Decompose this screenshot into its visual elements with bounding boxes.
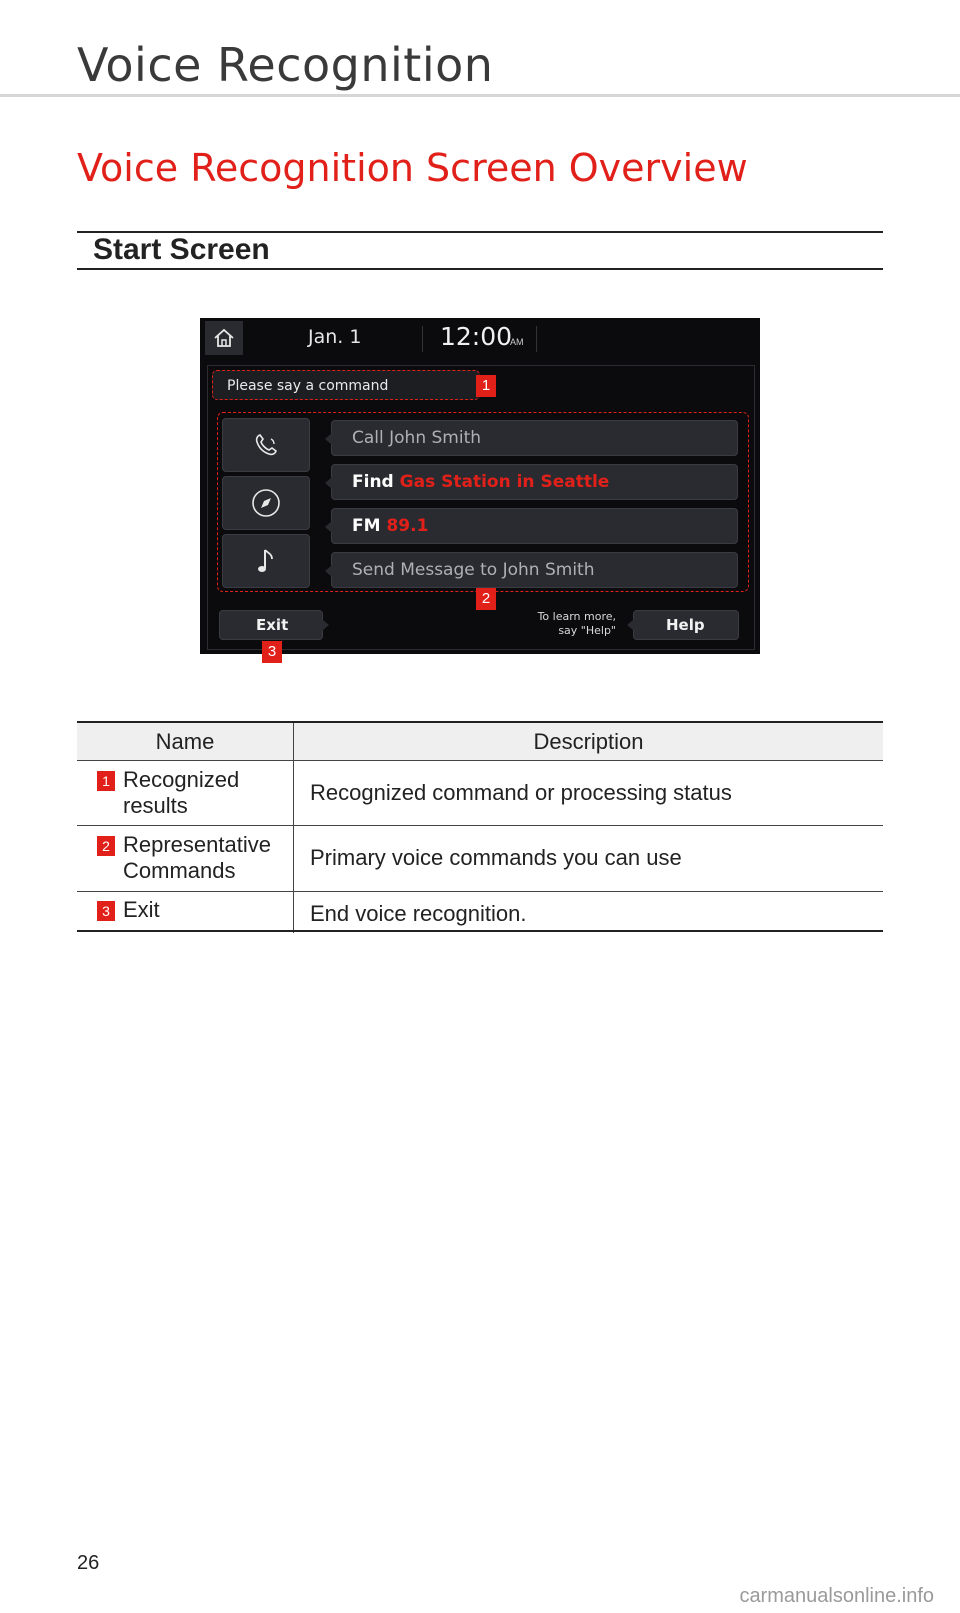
header-description: Description bbox=[533, 729, 644, 754]
row-description: Primary voice commands you can use bbox=[310, 845, 682, 870]
phone-tile[interactable] bbox=[222, 418, 310, 472]
exit-label: Exit bbox=[256, 616, 289, 634]
header-name: Name bbox=[155, 729, 215, 754]
help-hint-line1: To learn more, bbox=[537, 610, 616, 623]
callout-1: 1 bbox=[476, 375, 496, 397]
row-name: Representative Commands bbox=[123, 832, 271, 883]
status-separator bbox=[536, 326, 537, 352]
command-text: Send Message to John Smith bbox=[352, 560, 595, 580]
media-tile[interactable] bbox=[222, 534, 310, 588]
help-hint bbox=[500, 610, 616, 638]
chapter-title: Voice Recognition bbox=[77, 38, 494, 92]
navigation-tile[interactable] bbox=[222, 476, 310, 530]
row-description: End voice recognition. bbox=[310, 901, 527, 926]
row-number-badge: 3 bbox=[97, 901, 115, 921]
status-bar bbox=[200, 318, 760, 362]
chapter-divider bbox=[0, 94, 960, 97]
command-verb: FM bbox=[352, 516, 387, 536]
table-header bbox=[77, 723, 883, 760]
phone-icon bbox=[251, 430, 281, 460]
help-label: Help bbox=[666, 616, 705, 634]
row-number-badge: 1 bbox=[97, 771, 115, 791]
callout-3: 3 bbox=[262, 641, 282, 663]
recognized-results: Please say a command bbox=[212, 370, 480, 400]
command-text: Call John Smith bbox=[352, 428, 482, 448]
command-target: Gas Station in Seattle bbox=[399, 472, 610, 492]
callout-2: 2 bbox=[476, 588, 496, 610]
row-number-badge: 2 bbox=[97, 836, 115, 856]
help-hint-line2: say "Help" bbox=[558, 624, 616, 637]
status-separator bbox=[422, 326, 423, 352]
page-number: 26 bbox=[77, 1552, 100, 1574]
compass-icon bbox=[250, 487, 282, 519]
help-button[interactable] bbox=[633, 610, 739, 640]
section-title: Voice Recognition Screen Overview bbox=[77, 146, 748, 190]
command-target: 89.1 bbox=[386, 516, 429, 536]
subsection-title: Start Screen bbox=[93, 233, 270, 266]
row-name: Recognized results bbox=[123, 767, 240, 818]
time-display: 12:00 bbox=[440, 322, 513, 351]
ampm-indicator: AM bbox=[510, 337, 524, 347]
home-button[interactable] bbox=[205, 321, 243, 355]
row-name: Exit bbox=[123, 897, 160, 922]
command-find[interactable] bbox=[331, 464, 738, 500]
music-note-icon bbox=[253, 546, 279, 576]
subsection-rule-bottom bbox=[77, 268, 883, 270]
command-send-message[interactable] bbox=[331, 552, 738, 588]
exit-button[interactable] bbox=[219, 610, 323, 640]
date-display: Jan. 1 bbox=[308, 326, 362, 348]
row-description: Recognized command or processing status bbox=[310, 780, 732, 805]
command-call[interactable] bbox=[331, 420, 738, 456]
command-verb: Find bbox=[352, 472, 400, 492]
watermark: carmanualsonline.info bbox=[739, 1585, 934, 1607]
command-fm[interactable] bbox=[331, 508, 738, 544]
home-icon bbox=[213, 328, 235, 348]
